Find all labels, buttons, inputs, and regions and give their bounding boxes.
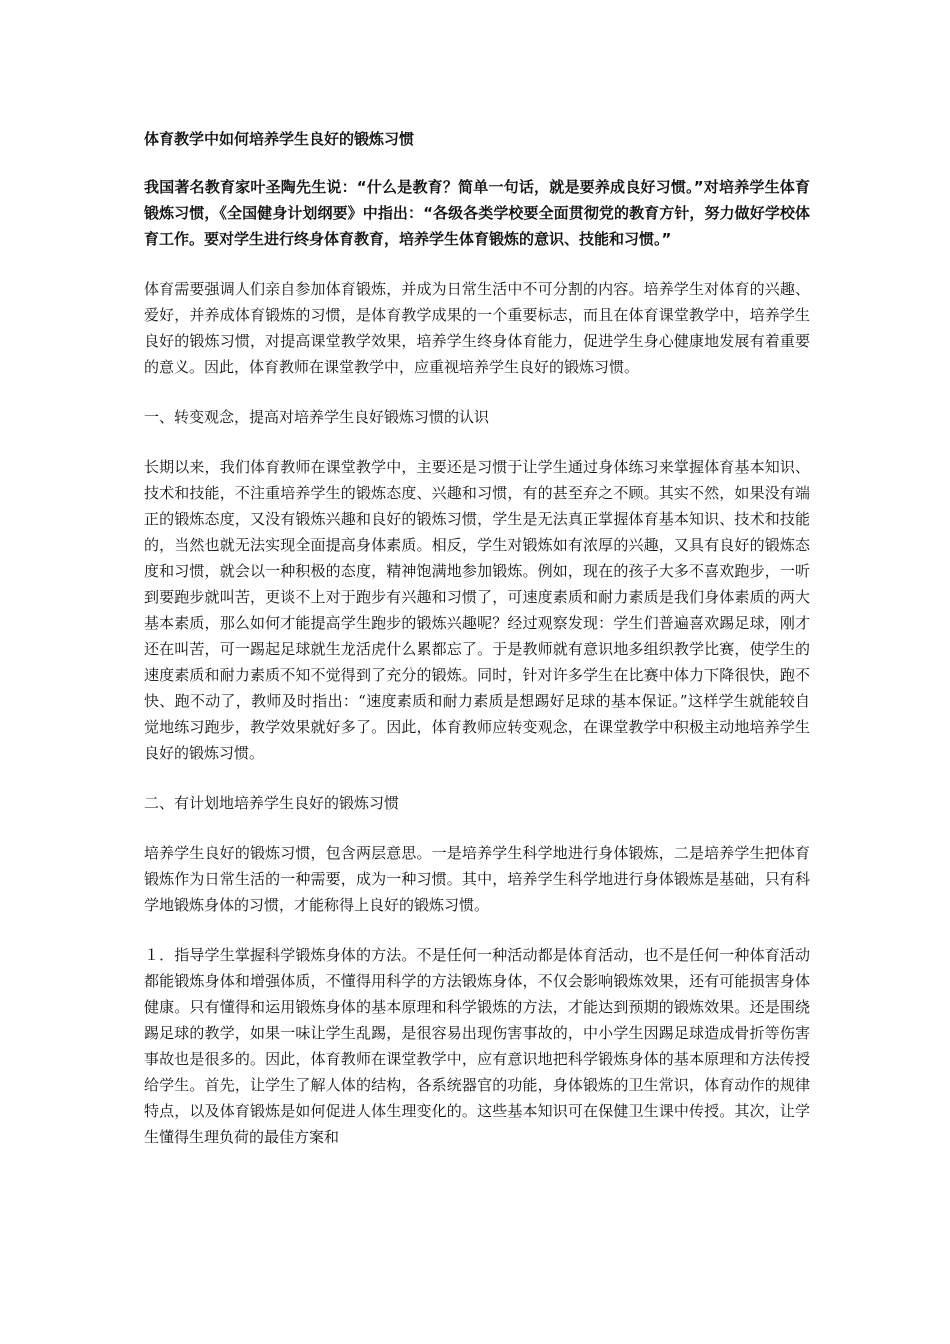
paragraph-4: １．指导学生掌握科学锻炼身体的方法。不是任何一种活动都是体育活动，也不是任何一种体育活动都能锻炼身体和增强体质，不懂得用科学的方法锻炼身体，不仅会影响锻炼效果，还有可能损害身体健康。只有懂得和运用锻炼身体的基本原理和科学锻炼的方法，才能达到预期的锻炼效果。还是围绕踢足球的教学，如果一味让学生乱踢，是很容易出现伤害事故的，中小学生因踢足球造成骨折等伤害事故也是很多的。因此，体育教师在课堂教学中，应有意识地把科学锻炼身体的基本原理和方法传授给学生。首先，让学生了解人体的结构，各系统器官的功能，身体锻炼的卫生常识，体育动作的规律特点，以及体育锻炼是如何促进人体生理变化的。这些基本知识可在保健卫生课中传授。其次，让学生懂得生理负荷的最佳方案和 [144,946,810,1146]
paragraph-3: 培养学生良好的锻炼习惯，包含两层意思。一是培养学生科学地进行身体锻炼，二是培养学生把体育锻炼作为日常生活的一种需要，成为一种习惯。其中，培养学生科学地进行身体锻炼是基础，只有科学地锻炼身体的习惯，才能称得上良好的锻炼习惯。 [144,844,810,914]
paragraph-1: 体育需要强调人们亲自参加体育锻炼，并成为日常生活中不可分割的内容。培养学生对体育的兴趣、爱好，并养成体育锻炼的习惯，是体育教学成果的一个重要标志，而且在体育课堂教学中，培养学生良好的锻炼习惯，对提高课堂教学效果，培养学生终身体育能力，促进学生身心健康地发展有着重要的意义。因此，体育教师在课堂教学中，应重视培养学生良好的锻炼习惯。 [144,280,810,376]
document-page [144,128,810,1174]
section-heading-1: 一、转变观念，提高对培养学生良好锻炼习惯的认识 [144,408,490,426]
section-heading-2: 二、有计划地培养学生良好的锻炼习惯 [144,794,400,812]
intro-quote-paragraph: 我国著名教育家叶圣陶先生说：“什么是教育？简单一句话，就是要养成良好习惯。”对培养学生体育锻炼习惯，《全国健身计划纲要》中指出：“各级各类学校要全面贯彻党的教育方针，努力做好学校体育工作。要对学生进行终身体育教育，培养学生体育锻炼的意识、技能和习惯。” [144,178,810,248]
document-title: 体育教学中如何培养学生良好的锻炼习惯 [144,130,415,148]
paragraph-2: 长期以来，我们体育教师在课堂教学中，主要还是习惯于让学生通过身体练习来掌握体育基本知识、技术和技能，不注重培养学生的锻炼态度、兴趣和习惯，有的甚至弃之不顾。其实不然，如果没有端正的锻炼态度，又没有锻炼兴趣和良好的锻炼习惯，学生是无法真正掌握体育基本知识、技术和技能的，当然也就无法实现全面提高身体素质。相反，学生对锻炼如有浓厚的兴趣，又具有良好的锻炼态度和习惯，就会以一种积极的态度，精神饱满地参加锻炼。例如，现在的孩子大多不喜欢跑步，一听到要跑步就叫苦，更谈不上对于跑步有兴趣和习惯了，可速度素质和耐力素质是我们身体素质的两大基本素质，那么如何才能提高学生跑步的锻炼兴趣呢？经过观察发现：学生们普遍喜欢踢足球，刚才还在叫苦，可一踢起足球就生龙活虎什么累都忘了。于是教师就有意识地多组织教学比赛，使学生的速度素质和耐力素质不知不觉得到了充分的锻炼。同时，针对许多学生在比赛中体力下降很快，跑不快、跑不动了，教师及时指出：“速度素质和耐力素质是想踢好足球的基本保证。”这样学生就能较自觉地练习跑步，教学效果就好多了。因此，体育教师应转变观念，在课堂教学中积极主动地培养学生良好的锻炼习惯。 [144,458,810,762]
